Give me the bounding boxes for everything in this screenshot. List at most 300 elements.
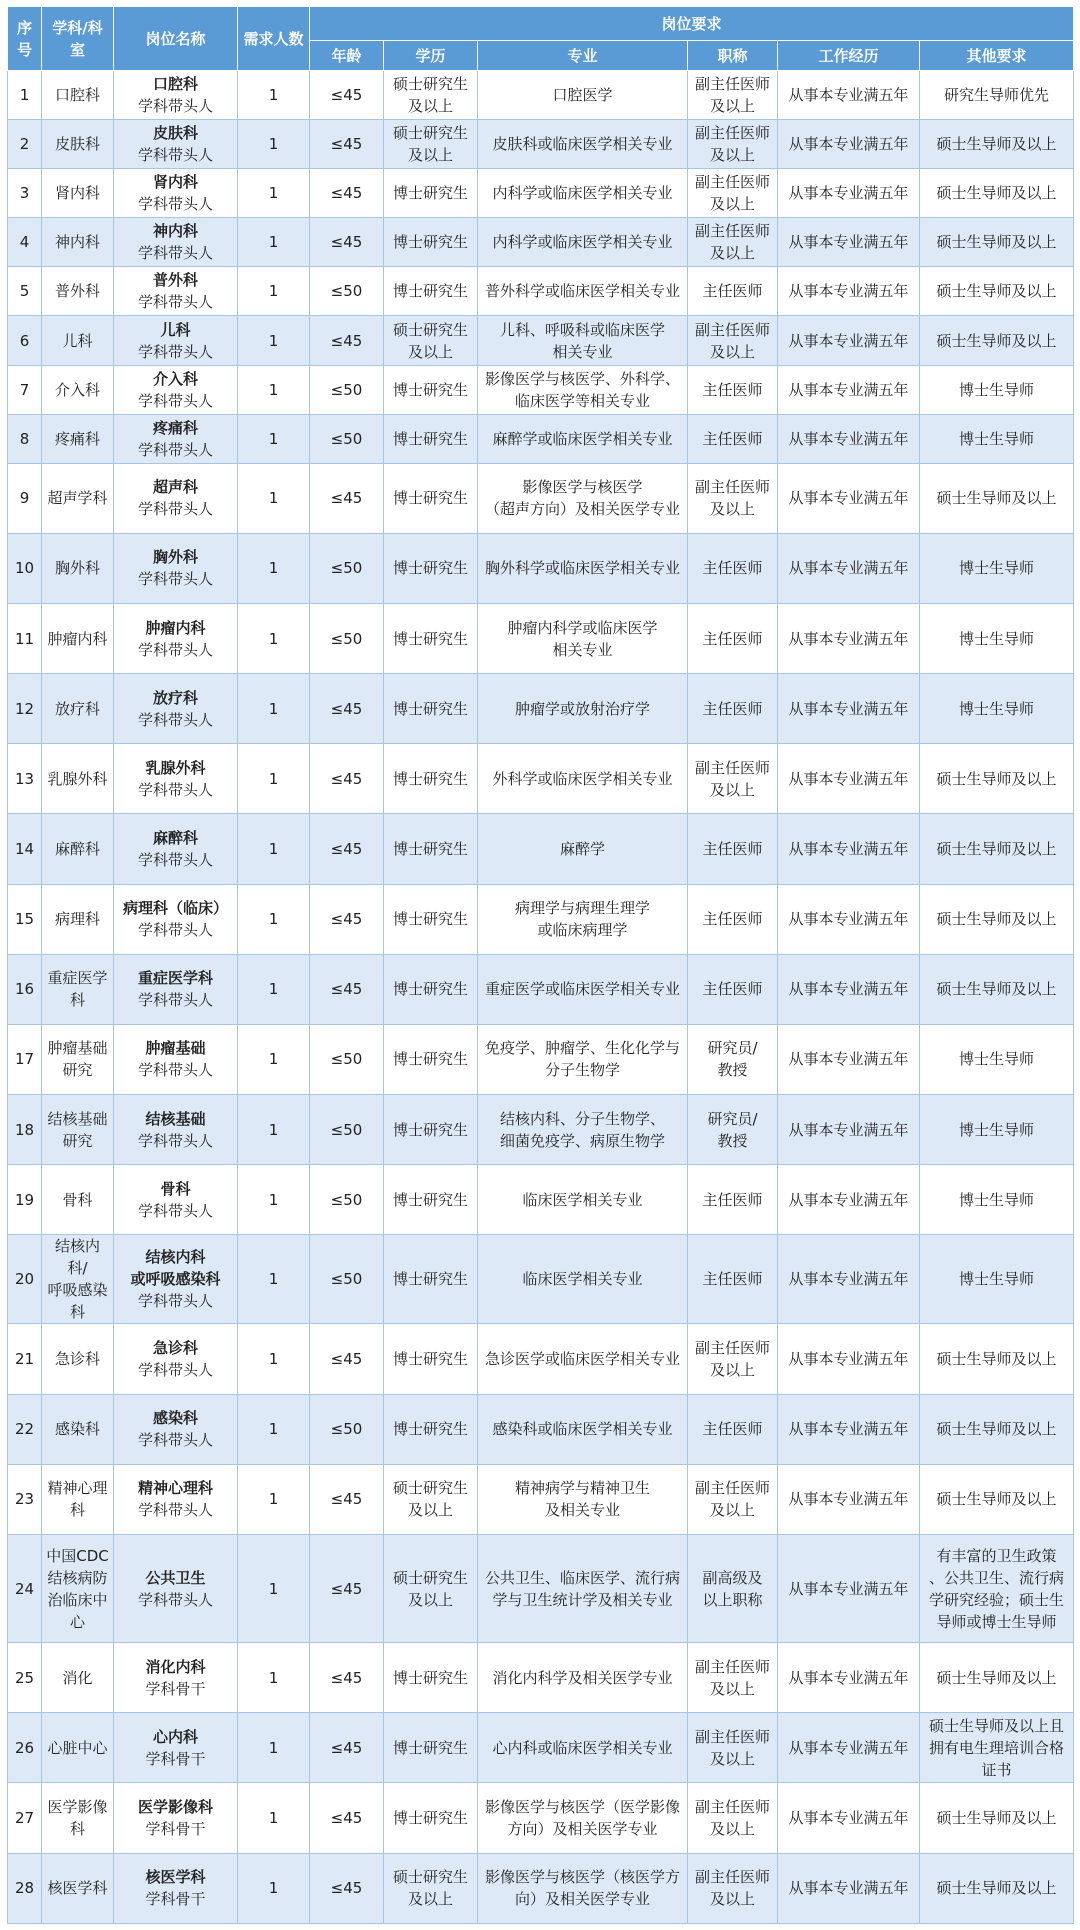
experience-cell: 从事本专业满五年 (778, 674, 920, 744)
position-type: 学科带头人 (137, 1131, 213, 1150)
seq-cell: 19 (8, 1165, 42, 1235)
education-cell: 硕士研究生 及以上 (384, 316, 478, 365)
position-type: 学科带头人 (137, 195, 213, 214)
other-cell: 硕士生导师及以上 (920, 316, 1074, 365)
count-cell: 1 (238, 1024, 310, 1094)
major-cell: 病理学与病理生理学 或临床病理学 (478, 884, 688, 954)
dept-cell: 乳腺外科 (42, 744, 114, 814)
education-cell: 博士研究生 (384, 1713, 478, 1783)
title-cell: 主任医师 (688, 365, 778, 414)
table-row (8, 1394, 1074, 1464)
title-cell: 副主任医师 及以上 (688, 463, 778, 533)
age-cell: ≤45 (310, 1464, 384, 1534)
table-row (8, 267, 1074, 316)
other-cell: 硕士生导师及以上 (920, 1643, 1074, 1713)
age-cell: ≤50 (310, 1235, 384, 1324)
table-row (8, 744, 1074, 814)
experience-cell: 从事本专业满五年 (778, 744, 920, 814)
table-row (8, 884, 1074, 954)
title-cell: 主任医师 (688, 1235, 778, 1324)
dept-cell: 神内科 (42, 218, 114, 267)
seq-cell: 9 (8, 463, 42, 533)
position-type: 学科带头人 (137, 244, 213, 263)
dept-cell: 结核基础 研究 (42, 1095, 114, 1165)
experience-cell: 从事本专业满五年 (778, 218, 920, 267)
experience-cell: 从事本专业满五年 (778, 1534, 920, 1642)
title-cell: 主任医师 (688, 674, 778, 744)
position-cell (114, 1464, 238, 1534)
header-position: 岗位名称 (114, 7, 238, 71)
table-row (8, 1095, 1074, 1165)
age-cell: ≤50 (310, 1165, 384, 1235)
dept-cell: 超声学科 (42, 463, 114, 533)
position-type: 学科带头人 (137, 391, 213, 410)
seq-cell: 4 (8, 218, 42, 267)
experience-cell: 从事本专业满五年 (778, 1235, 920, 1324)
other-cell: 有丰富的卫生政策 、公共卫生、流行病 学研究经验；硕士生 导师或博士生导师 (920, 1534, 1074, 1642)
title-cell: 研究员/ 教授 (688, 1095, 778, 1165)
other-cell: 硕士生导师及以上且 拥有电生理培训合格 证书 (920, 1713, 1074, 1783)
dept-cell: 结核内科/ 呼吸感染 科 (42, 1235, 114, 1324)
seq-cell: 7 (8, 365, 42, 414)
other-cell: 博士生导师 (920, 365, 1074, 414)
position-cell (114, 120, 238, 169)
education-cell: 博士研究生 (384, 604, 478, 674)
major-cell: 麻醉学或临床医学相关专业 (478, 414, 688, 463)
count-cell: 1 (238, 1394, 310, 1464)
age-cell: ≤50 (310, 1394, 384, 1464)
seq-cell: 18 (8, 1095, 42, 1165)
education-cell: 博士研究生 (384, 218, 478, 267)
table-row (8, 674, 1074, 744)
position-type: 学科带头人 (137, 1590, 213, 1609)
title-cell: 副主任医师 及以上 (688, 1853, 778, 1923)
position-cell (114, 1024, 238, 1094)
age-cell: ≤45 (310, 316, 384, 365)
seq-cell: 15 (8, 884, 42, 954)
table-row (8, 463, 1074, 533)
count-cell: 1 (238, 1464, 310, 1534)
dept-cell: 介入科 (42, 365, 114, 414)
seq-cell: 25 (8, 1643, 42, 1713)
position-type: 学科带头人 (137, 1361, 213, 1380)
count-cell: 1 (238, 814, 310, 884)
major-cell: 急诊医学或临床医学相关专业 (478, 1324, 688, 1394)
seq-cell: 22 (8, 1394, 42, 1464)
age-cell: ≤45 (310, 71, 384, 120)
dept-cell: 医学影像 科 (42, 1783, 114, 1853)
seq-cell: 28 (8, 1853, 42, 1923)
title-cell: 副主任医师 及以上 (688, 1713, 778, 1783)
table-row (8, 1643, 1074, 1713)
position-cell (114, 463, 238, 533)
major-cell: 麻醉学 (478, 814, 688, 884)
position-name: 口腔科 (152, 75, 198, 94)
dept-cell: 肾内科 (42, 169, 114, 218)
other-cell: 硕士生导师及以上 (920, 218, 1074, 267)
position-cell (114, 884, 238, 954)
dept-cell: 麻醉科 (42, 814, 114, 884)
age-cell: ≤50 (310, 1024, 384, 1094)
experience-cell: 从事本专业满五年 (778, 1324, 920, 1394)
position-name: 神内科 (152, 222, 198, 241)
seq-cell: 20 (8, 1235, 42, 1324)
position-name: 肿瘤基础 (145, 1039, 206, 1058)
education-cell: 博士研究生 (384, 365, 478, 414)
position-type: 学科骨干 (145, 1749, 206, 1768)
age-cell: ≤50 (310, 414, 384, 463)
dept-cell: 胸外科 (42, 533, 114, 603)
education-cell: 博士研究生 (384, 884, 478, 954)
position-name: 重症医学科 (137, 969, 213, 988)
experience-cell: 从事本专业满五年 (778, 954, 920, 1024)
count-cell: 1 (238, 1095, 310, 1165)
seq-cell: 17 (8, 1024, 42, 1094)
seq-cell: 24 (8, 1534, 42, 1642)
major-cell: 重症医学或临床医学相关专业 (478, 954, 688, 1024)
experience-cell: 从事本专业满五年 (778, 604, 920, 674)
dept-cell: 放疗科 (42, 674, 114, 744)
position-name: 消化内科 (145, 1657, 206, 1676)
age-cell: ≤45 (310, 1324, 384, 1394)
position-cell (114, 744, 238, 814)
header-title: 职称 (688, 41, 778, 71)
education-cell: 硕士研究生 及以上 (384, 1534, 478, 1642)
seq-cell: 13 (8, 744, 42, 814)
major-cell: 口腔医学 (478, 71, 688, 120)
age-cell: ≤50 (310, 365, 384, 414)
major-cell: 内科学或临床医学相关专业 (478, 169, 688, 218)
major-cell: 心内科或临床医学相关专业 (478, 1713, 688, 1783)
age-cell: ≤45 (310, 463, 384, 533)
header-row-primary (8, 7, 1074, 41)
title-cell: 副主任医师 及以上 (688, 218, 778, 267)
dept-cell: 病理科 (42, 884, 114, 954)
title-cell: 副高级及 以上职称 (688, 1534, 778, 1642)
title-cell: 研究员/ 教授 (688, 1024, 778, 1094)
position-type: 学科带头人 (137, 1201, 213, 1220)
position-cell (114, 1534, 238, 1642)
age-cell: ≤50 (310, 267, 384, 316)
title-cell: 主任医师 (688, 267, 778, 316)
table-row (8, 1024, 1074, 1094)
position-cell (114, 1853, 238, 1923)
count-cell: 1 (238, 604, 310, 674)
count-cell: 1 (238, 1713, 310, 1783)
other-cell: 硕士生导师及以上 (920, 120, 1074, 169)
position-cell (114, 954, 238, 1024)
experience-cell: 从事本专业满五年 (778, 1643, 920, 1713)
seq-cell: 10 (8, 533, 42, 603)
position-type: 学科骨干 (145, 1819, 206, 1838)
table-row (8, 169, 1074, 218)
seq-cell: 2 (8, 120, 42, 169)
position-type: 学科带头人 (137, 293, 213, 312)
position-cell (114, 1643, 238, 1713)
position-type: 学科带头人 (137, 440, 213, 459)
major-cell: 内科学或临床医学相关专业 (478, 218, 688, 267)
dept-cell: 普外科 (42, 267, 114, 316)
education-cell: 博士研究生 (384, 1235, 478, 1324)
position-type: 学科带头人 (137, 146, 213, 165)
age-cell: ≤45 (310, 814, 384, 884)
age-cell: ≤50 (310, 1095, 384, 1165)
education-cell: 博士研究生 (384, 954, 478, 1024)
age-cell: ≤45 (310, 674, 384, 744)
position-cell (114, 1713, 238, 1783)
major-cell: 儿科、呼吸科或临床医学 相关专业 (478, 316, 688, 365)
age-cell: ≤45 (310, 120, 384, 169)
dept-cell: 肿瘤基础 研究 (42, 1024, 114, 1094)
dept-cell: 口腔科 (42, 71, 114, 120)
position-type: 学科带头人 (137, 851, 213, 870)
age-cell: ≤45 (310, 1534, 384, 1642)
education-cell: 博士研究生 (384, 1324, 478, 1394)
count-cell: 1 (238, 365, 310, 414)
title-cell: 副主任医师 及以上 (688, 120, 778, 169)
major-cell: 影像医学与核医学（核医学方 向）及相关医学专业 (478, 1853, 688, 1923)
major-cell: 影像医学与核医学（医学影像 方向）及相关医学专业 (478, 1783, 688, 1853)
count-cell: 1 (238, 120, 310, 169)
count-cell: 1 (238, 1643, 310, 1713)
table-row (8, 604, 1074, 674)
experience-cell: 从事本专业满五年 (778, 414, 920, 463)
experience-cell: 从事本专业满五年 (778, 814, 920, 884)
position-name: 放疗科 (152, 688, 198, 707)
title-cell: 副主任医师 及以上 (688, 744, 778, 814)
other-cell: 硕士生导师及以上 (920, 1853, 1074, 1923)
count-cell: 1 (238, 533, 310, 603)
other-cell: 硕士生导师及以上 (920, 169, 1074, 218)
position-type: 学科带头人 (137, 1292, 213, 1311)
position-type: 学科带头人 (137, 1501, 213, 1520)
position-cell (114, 267, 238, 316)
other-cell: 硕士生导师及以上 (920, 1394, 1074, 1464)
seq-cell: 14 (8, 814, 42, 884)
other-cell: 硕士生导师及以上 (920, 884, 1074, 954)
major-cell: 精神病学与精神卫生 及相关专业 (478, 1464, 688, 1534)
position-name: 骨科 (160, 1179, 191, 1198)
position-name: 肿瘤内科 (145, 618, 206, 637)
header-education: 学历 (384, 41, 478, 71)
education-cell: 博士研究生 (384, 267, 478, 316)
major-cell: 胸外科学或临床医学相关专业 (478, 533, 688, 603)
education-cell: 硕士研究生 及以上 (384, 71, 478, 120)
count-cell: 1 (238, 1534, 310, 1642)
dept-cell: 肿瘤内科 (42, 604, 114, 674)
table-row (8, 316, 1074, 365)
table-row (8, 954, 1074, 1024)
table-row (8, 533, 1074, 603)
experience-cell: 从事本专业满五年 (778, 1464, 920, 1534)
experience-cell: 从事本专业满五年 (778, 71, 920, 120)
count-cell: 1 (238, 954, 310, 1024)
experience-cell: 从事本专业满五年 (778, 533, 920, 603)
other-cell: 硕士生导师及以上 (920, 954, 1074, 1024)
header-count: 需求人数 (238, 7, 310, 71)
position-name: 疼痛科 (152, 418, 198, 437)
position-name: 医学影像科 (137, 1797, 213, 1816)
table-body (8, 71, 1074, 1924)
seq-cell: 8 (8, 414, 42, 463)
table-row (8, 365, 1074, 414)
header-seq: 序号 (8, 7, 42, 71)
title-cell: 主任医师 (688, 1394, 778, 1464)
experience-cell: 从事本专业满五年 (778, 316, 920, 365)
position-name: 结核基础 (145, 1109, 206, 1128)
count-cell: 1 (238, 316, 310, 365)
table-row (8, 1853, 1074, 1923)
seq-cell: 21 (8, 1324, 42, 1394)
age-cell: ≤45 (310, 1783, 384, 1853)
count-cell: 1 (238, 1853, 310, 1923)
position-cell (114, 1235, 238, 1324)
age-cell: ≤45 (310, 1713, 384, 1783)
position-cell (114, 533, 238, 603)
dept-cell: 皮肤科 (42, 120, 114, 169)
position-name: 介入科 (152, 369, 198, 388)
experience-cell: 从事本专业满五年 (778, 169, 920, 218)
position-cell (114, 814, 238, 884)
title-cell: 主任医师 (688, 533, 778, 603)
count-cell: 1 (238, 1235, 310, 1324)
table-row (8, 71, 1074, 120)
position-name: 急诊科 (152, 1339, 198, 1358)
seq-cell: 5 (8, 267, 42, 316)
dept-cell: 心脏中心 (42, 1713, 114, 1783)
dept-cell: 中国CDC 结核病防 治临床中 心 (42, 1534, 114, 1642)
experience-cell: 从事本专业满五年 (778, 365, 920, 414)
dept-cell: 感染科 (42, 1394, 114, 1464)
position-cell (114, 1165, 238, 1235)
other-cell: 硕士生导师及以上 (920, 463, 1074, 533)
header-other: 其他要求 (920, 41, 1074, 71)
other-cell: 博士生导师 (920, 414, 1074, 463)
experience-cell: 从事本专业满五年 (778, 1024, 920, 1094)
experience-cell: 从事本专业满五年 (778, 1783, 920, 1853)
position-cell (114, 1394, 238, 1464)
other-cell: 硕士生导师及以上 (920, 1324, 1074, 1394)
recruitment-table-container (7, 6, 1073, 1924)
major-cell: 肿瘤学或放射治疗学 (478, 674, 688, 744)
table-row (8, 814, 1074, 884)
other-cell: 博士生导师 (920, 1165, 1074, 1235)
seq-cell: 26 (8, 1713, 42, 1783)
position-type: 学科骨干 (145, 1890, 206, 1909)
other-cell: 博士生导师 (920, 1024, 1074, 1094)
position-cell (114, 604, 238, 674)
major-cell: 消化内科学及相关医学专业 (478, 1643, 688, 1713)
major-cell: 皮肤科或临床医学相关专业 (478, 120, 688, 169)
dept-cell: 消化 (42, 1643, 114, 1713)
education-cell: 博士研究生 (384, 744, 478, 814)
experience-cell: 从事本专业满五年 (778, 1713, 920, 1783)
seq-cell: 11 (8, 604, 42, 674)
position-cell (114, 316, 238, 365)
title-cell: 主任医师 (688, 414, 778, 463)
major-cell: 外科学或临床医学相关专业 (478, 744, 688, 814)
table-row (8, 1165, 1074, 1235)
position-type: 学科骨干 (145, 1679, 206, 1698)
position-type: 学科带头人 (137, 991, 213, 1010)
table-row (8, 1235, 1074, 1324)
title-cell: 主任医师 (688, 604, 778, 674)
education-cell: 博士研究生 (384, 169, 478, 218)
position-type: 学科带头人 (137, 640, 213, 659)
experience-cell: 从事本专业满五年 (778, 1853, 920, 1923)
position-name: 肾内科 (152, 173, 198, 192)
dept-cell: 儿科 (42, 316, 114, 365)
dept-cell: 核医学科 (42, 1853, 114, 1923)
seq-cell: 16 (8, 954, 42, 1024)
title-cell: 副主任医师 及以上 (688, 169, 778, 218)
position-type: 学科带头人 (137, 342, 213, 361)
age-cell: ≤45 (310, 169, 384, 218)
experience-cell: 从事本专业满五年 (778, 1095, 920, 1165)
education-cell: 博士研究生 (384, 674, 478, 744)
table-row (8, 1783, 1074, 1853)
position-type: 学科带头人 (137, 1431, 213, 1450)
other-cell: 硕士生导师及以上 (920, 267, 1074, 316)
count-cell: 1 (238, 1324, 310, 1394)
experience-cell: 从事本专业满五年 (778, 1165, 920, 1235)
title-cell: 主任医师 (688, 884, 778, 954)
count-cell: 1 (238, 414, 310, 463)
count-cell: 1 (238, 218, 310, 267)
table-row (8, 1713, 1074, 1783)
major-cell: 普外科学或临床医学相关专业 (478, 267, 688, 316)
other-cell: 硕士生导师及以上 (920, 1783, 1074, 1853)
education-cell: 硕士研究生 及以上 (384, 1464, 478, 1534)
count-cell: 1 (238, 884, 310, 954)
table-row (8, 1324, 1074, 1394)
age-cell: ≤45 (310, 744, 384, 814)
position-cell (114, 71, 238, 120)
table-row (8, 1534, 1074, 1642)
age-cell: ≤45 (310, 218, 384, 267)
position-name: 结核内科 或呼吸感染科 (130, 1248, 221, 1289)
education-cell: 博士研究生 (384, 414, 478, 463)
position-name: 胸外科 (152, 548, 198, 567)
education-cell: 博士研究生 (384, 463, 478, 533)
dept-cell: 骨科 (42, 1165, 114, 1235)
education-cell: 博士研究生 (384, 814, 478, 884)
education-cell: 硕士研究生 及以上 (384, 1853, 478, 1923)
table-row (8, 1464, 1074, 1534)
other-cell: 博士生导师 (920, 604, 1074, 674)
age-cell: ≤50 (310, 533, 384, 603)
position-type: 学科带头人 (137, 710, 213, 729)
education-cell: 博士研究生 (384, 1095, 478, 1165)
dept-cell: 急诊科 (42, 1324, 114, 1394)
major-cell: 感染科或临床医学相关专业 (478, 1394, 688, 1464)
age-cell: ≤45 (310, 884, 384, 954)
education-cell: 博士研究生 (384, 1783, 478, 1853)
experience-cell: 从事本专业满五年 (778, 1394, 920, 1464)
age-cell: ≤45 (310, 1643, 384, 1713)
major-cell: 肿瘤内科学或临床医学 相关专业 (478, 604, 688, 674)
other-cell: 博士生导师 (920, 1235, 1074, 1324)
other-cell: 硕士生导师及以上 (920, 814, 1074, 884)
seq-cell: 12 (8, 674, 42, 744)
position-name: 心内科 (152, 1727, 198, 1746)
position-name: 超声科 (152, 478, 198, 497)
title-cell: 主任医师 (688, 954, 778, 1024)
position-cell (114, 1324, 238, 1394)
title-cell: 副主任医师 及以上 (688, 316, 778, 365)
major-cell: 公共卫生、临床医学、流行病 学与卫生统计学及相关专业 (478, 1534, 688, 1642)
position-name: 普外科 (152, 271, 198, 290)
